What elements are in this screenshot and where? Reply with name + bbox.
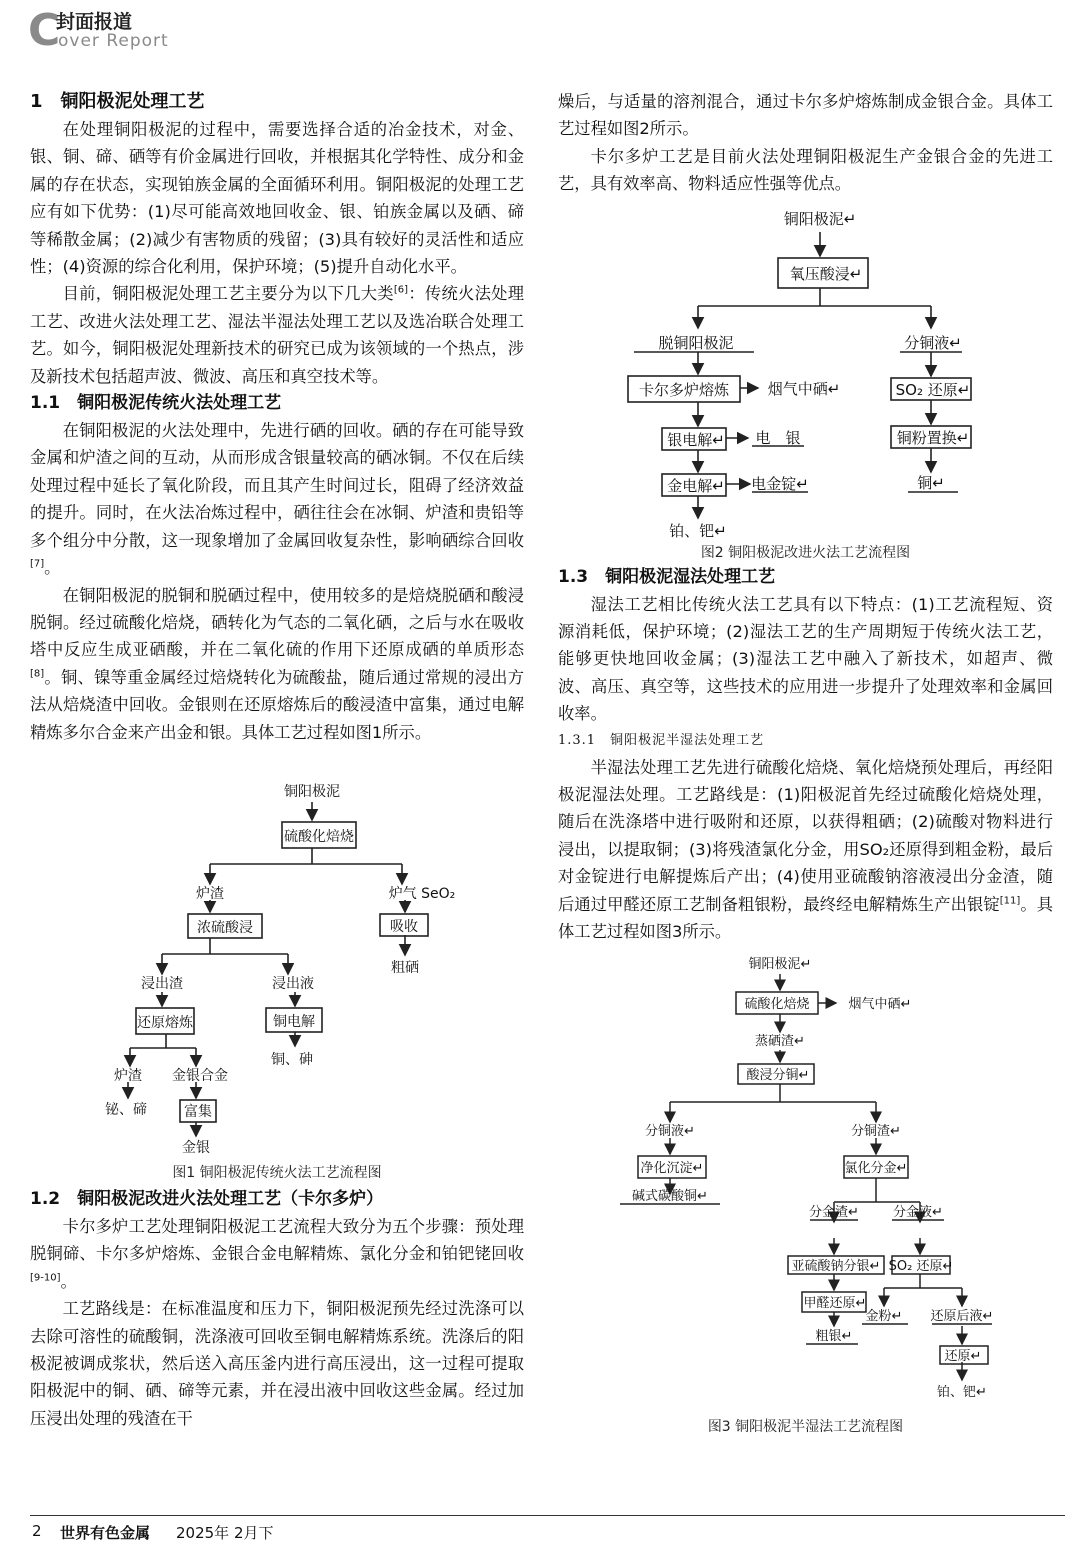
- section-1-3-para-1: 湿法工艺相比传统火法工艺具有以下特点：(1)工艺流程短、资源消耗低，保护环境；(2)湿法工艺的生产周期短于传统火法工艺，能够更快地回收金属；(3)湿法工艺中融入了新技术，如超声、微波、高压、真空等，这些技术的应用进一步提升了处理效率和金属回收率。: [558, 594, 1053, 724]
- node-reduce-smelt: 还原熔炼: [137, 1014, 193, 1031]
- node-sodium-sulfite-silver: 亚硫酸钠分银↵: [791, 1258, 881, 1274]
- footer-journal: 世界有色金属: [60, 1524, 151, 1542]
- node-gold-powder: 金粉↵: [865, 1308, 903, 1324]
- figure-1-caption: 图1 铜阳极泥传统火法工艺流程图: [172, 1164, 382, 1181]
- node-post-reduction-liquid: 还原后液↵: [930, 1308, 994, 1324]
- page-header: [28, 10, 328, 50]
- node-bismuth-tellurium: 铋、碲: [105, 1101, 147, 1118]
- section-1-2-heading: 1.2 铜阳极泥改进火法处理工艺（卡尔多炉）: [30, 1188, 384, 1209]
- section-1-2-para-3: 卡尔多炉工艺是目前火法处理铜阳极泥生产金银合金的先进工艺，具有效率高、物料适应性强等优点。: [558, 146, 1053, 194]
- node-silver-electrolysis: 银电解↵: [667, 430, 725, 449]
- figure-2-caption: 图2 铜阳极泥改进火法工艺流程图: [700, 544, 911, 561]
- citation: [9-10]: [30, 1272, 61, 1284]
- node-anode-slime: 铜阳极泥↵: [783, 209, 857, 228]
- node-electro-silver: 电 银: [755, 428, 801, 447]
- node-so2-reduce: SO₂ 还原↵: [895, 380, 971, 399]
- section-1-2-para-2: 工艺路线是：在标准温度和压力下，铜阳极泥预先经过洗涤可以去除可溶性的硫酸铜，洗涤液可回收至铜电解精炼系统。洗涤后的阳极泥被调成浆状，然后送入高压釜内进行高压浸出，这一过程可提取阳极泥中的铜、硒、碲等元素，并在浸出液中回收这些金属。经过加压浸出处理的残渣在干: [30, 1299, 524, 1428]
- figure-3-caption: 图3 铜阳极泥半湿法工艺流程图: [707, 1418, 904, 1435]
- footer-rule: [30, 1515, 1065, 1516]
- node-decopper-slime: 脱铜阳极泥: [658, 333, 734, 352]
- section-1-3-1-heading: 1.3.1 铜阳极泥半湿法处理工艺: [558, 732, 765, 748]
- node-conc-acid-leach: 浓硫酸浸: [197, 919, 253, 936]
- text-span: 目前，铜阳极泥处理工艺主要分为以下几大类: [62, 284, 394, 304]
- node-copper-solution: 分铜液↵: [645, 1123, 695, 1139]
- text-span: 卡尔多炉工艺处理铜阳极泥工艺流程大致分为五个步骤：预处理脱铜碲、卡尔多炉熔炼、金银合金电解精炼、氯化分金和铂钯铑回收: [30, 1216, 524, 1264]
- node-flue-gas-selenium: 烟气中硒↵: [848, 996, 912, 1012]
- text-span: 在铜阳极泥的脱铜和脱硒过程中，使用较多的是焙烧脱硒和酸浸脱铜。经过硫酸化焙烧，硒转化为气态的二氧化硒，之后与水在吸收塔中反应生成亚硒酸，并在二氧化硫的作用下还原成硒的单质形态: [30, 585, 524, 660]
- node-anode-slime: 铜阳极泥↵: [748, 956, 812, 972]
- node-purify-precipitate: 净化沉淀↵: [640, 1160, 704, 1176]
- text-span: 。: [44, 558, 61, 578]
- node-formaldehyde-reduce: 甲醛还原↵: [803, 1295, 867, 1311]
- figure-1-flowchart: [30, 752, 524, 1162]
- node-platinum-palladium: 铂、钯↵: [937, 1384, 987, 1400]
- node-electro-gold-ingot: 电金锭↵: [751, 474, 809, 493]
- node-copper-arsenic: 铜、砷: [271, 1051, 313, 1068]
- text-span: 。具体工艺过程如图3所示。: [558, 894, 1053, 942]
- node-gold-solution: 分金液↵: [893, 1204, 943, 1220]
- section-1-2-para-1: [30, 1213, 524, 1295]
- citation: [8]: [30, 668, 45, 680]
- node-gold-silver: 金银: [182, 1139, 210, 1156]
- header-title-cn: 封面报道: [56, 11, 133, 33]
- text-span: 。: [60, 1271, 77, 1291]
- node-copper: 铜↵: [917, 473, 945, 492]
- header-logo: [28, 10, 328, 50]
- node-reduce: 还原↵: [944, 1348, 982, 1364]
- left-column: [30, 88, 524, 1432]
- section-1-para-1: 在处理铜阳极泥的过程中，需要选择合适的冶金技术，对金、银、铜、碲、硒等有价金属进行回收，并根据其化学特性、成分和金属的存在状态，实现铂族金属的全面循环利用。铜阳极泥的处理工艺应有如下优势：(1)尽可能高效地回收金、银、铂族金属以及硒、碲等稀散金属；(2)减少有害物质的残留；(3)具有较好的灵活性和适应性；(4)资源的综合化利用，保护环境；(5)提升自动化水平。: [30, 120, 524, 277]
- section-1-1-para-2: [30, 582, 524, 746]
- node-enrich: 富集: [184, 1103, 212, 1120]
- node-sulfation-roast: 硫酸化焙烧: [284, 828, 354, 845]
- node-copper-electrolysis: 铜电解: [273, 1013, 315, 1030]
- citation: [7]: [30, 558, 45, 570]
- node-deselenized-residue: 蒸硒渣↵: [755, 1033, 805, 1049]
- node-chlorinate-gold: 氯化分金↵: [844, 1160, 908, 1176]
- citation: [11]: [999, 895, 1021, 907]
- node-slag: 炉渣: [196, 885, 224, 902]
- section-1-1-heading: 1.1 铜阳极泥传统火法处理工艺: [30, 393, 282, 414]
- footer-date: 2025年 2月下: [176, 1524, 274, 1542]
- node-so2-reduce: SO₂ 还原↵: [888, 1258, 954, 1274]
- node-leachate: 浸出液: [272, 975, 314, 992]
- text-span: 。铜、镍等重金属经过焙烧转化为硫酸盐，随后通过常规的浸出方法从焙烧渣中回收。金银则在还原熔炼后的酸浸渣中富集，通过电解精炼多尔合金来产出金和银。具体工艺过程如图1所示。: [30, 667, 524, 742]
- section-1-para-2: [30, 280, 524, 390]
- node-sulfation-roast: 硫酸化焙烧: [744, 996, 810, 1012]
- footer-page-number: 2: [32, 1522, 42, 1540]
- node-kaldo-smelt: 卡尔多炉熔炼: [638, 380, 730, 399]
- node-slag-2: 炉渣: [114, 1067, 142, 1084]
- node-gold-residue: 分金渣↵: [809, 1204, 859, 1220]
- node-platinum-palladium: 铂、钯↵: [669, 521, 727, 540]
- node-furnace-gas: 炉气 SeO₂: [388, 885, 456, 902]
- text-span: 在铜阳极泥的火法处理中，先进行硒的回收。硒的存在可能导致金属和炉渣之间的互动，从而形成含银量较高的硒冰铜。不仅在后续处理过程中延长了氧化阶段，而且其产生时间过长，阻碍了经济效益的提升。同时，在火法冶炼过程中，硒往往会在冰铜、炉渣和贵铅等多个组分中分散，这一现象增加了金属回收复杂性，影响硒综合回收: [30, 421, 524, 550]
- node-crude-silver: 粗银↵: [815, 1328, 853, 1344]
- node-gold-silver-alloy: 金银合金: [172, 1067, 228, 1084]
- node-absorb: 吸收: [390, 918, 418, 935]
- node-oxygen-pressure-leach: 氧压酸浸↵: [789, 264, 863, 283]
- figure-3-flowchart: [558, 952, 1053, 1422]
- node-anode-slime: 铜阳极泥: [284, 783, 340, 800]
- text-span: 半湿法处理工艺先进行硫酸化焙烧、氧化焙烧预处理后，再经阳极泥湿法处理。工艺路线是：(1)阳极泥首先经过硫酸化焙烧处理，随后在洗涤塔中进行吸附和还原，以获得粗硒；(2)硫酸对物料进行浸出，以提取铜；(3)将残渣氯化分金，用SO₂还原得到粗金粉，最后对金锭进行电解提炼后产出；(4)使用亚硫酸钠溶液浸出分金渣，随后通过甲醛还原工艺制备粗银粉，最终经电解精炼生产出银锭: [558, 757, 1053, 914]
- node-gold-electrolysis: 金电解↵: [667, 476, 725, 495]
- citation: [6]: [393, 285, 409, 297]
- node-crude-selenium: 粗硒: [391, 959, 419, 976]
- section-1-3-heading: 1.3 铜阳极泥湿法处理工艺: [558, 566, 776, 587]
- node-basic-copper-carbonate: 碱式碳酸铜↵: [632, 1188, 708, 1204]
- text-span: ：传统火法处理工艺、改进火法处理工艺、湿法半湿法处理工艺以及选冶联合处理工艺。如今，铜阳极泥处理新技术的研究已成为该领域的一个热点，涉及新技术包括超声波、微波、高压和真空技术等。: [30, 284, 524, 386]
- section-1-heading: 1 铜阳极泥处理工艺: [30, 91, 205, 112]
- section-1-2-para-2-cont: 燥后，与适量的溶剂混合，通过卡尔多炉熔炼制成金银合金。具体工艺过程如图2所示。: [558, 92, 1053, 139]
- node-flue-gas-selenium: 烟气中硒↵: [767, 379, 841, 398]
- node-leach-residue: 浸出渣: [141, 975, 183, 992]
- figure-2-flowchart: [558, 202, 1053, 542]
- right-column: [558, 88, 1053, 1438]
- section-1-1-para-1: [30, 417, 524, 581]
- header-title-en: over Report: [58, 31, 169, 50]
- node-acid-leach-decopper: 酸浸分铜↵: [746, 1067, 810, 1083]
- node-copper-solution: 分铜液↵: [904, 333, 962, 352]
- section-1-3-1-para-1: [558, 754, 1053, 946]
- node-copper-powder-replace: 铜粉置换↵: [896, 428, 970, 447]
- node-copper-residue: 分铜渣↵: [851, 1123, 901, 1139]
- header-big-letter: C: [28, 10, 61, 50]
